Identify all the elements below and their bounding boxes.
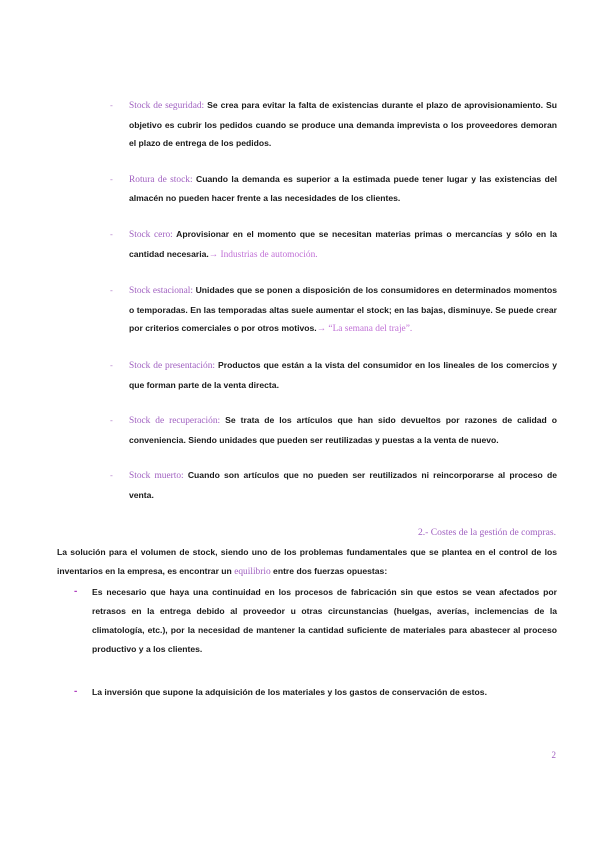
term-label: Rotura de stock: xyxy=(129,174,193,185)
bullet: - xyxy=(110,228,113,239)
list-item xyxy=(110,411,557,449)
intro-paragraph xyxy=(57,543,557,581)
term-label: Stock muerto: xyxy=(129,471,184,482)
list-item xyxy=(110,466,557,504)
example-note: → “La semana del traje”. xyxy=(316,324,413,335)
list-item xyxy=(74,583,557,659)
stock-types-list xyxy=(110,96,557,522)
dash-bullet: - xyxy=(74,686,78,697)
example-note: → Industrias de automoción. xyxy=(208,249,318,260)
term-label: Stock de seguridad: xyxy=(129,101,205,111)
list-item xyxy=(74,683,557,702)
bullet: - xyxy=(110,285,113,296)
term-description: Cuando son artículos que no pueden ser reutilizados ni reincorporarse al proceso de venta. xyxy=(129,470,557,500)
intro-text: La solución para el volumen de stock, siendo uno de los problemas fundamentales que se plantea en el control de los inventarios en la empresa, es encontrar un xyxy=(57,547,557,576)
bullet: - xyxy=(110,415,113,426)
bullet: - xyxy=(110,100,113,110)
term-label: Stock cero: xyxy=(129,229,173,240)
list-item xyxy=(110,96,557,153)
term-description: Unidades que se ponen a disposición de los consumidores en determinados momentos o temporadas. En las temporadas altas suele aumentar el stock; en las bajas, disminuye. Se puede crear por criterios comerciales o por otros motivos. xyxy=(129,285,557,334)
keyword: equilibrio xyxy=(234,566,271,577)
list-item xyxy=(110,281,557,339)
force-text: La inversión que supone la adquisición de los materiales y los gastos de conservación de estos. xyxy=(92,687,487,697)
intro-text-end: entre dos fuerzas opuestas: xyxy=(270,565,388,576)
section-heading: 2.- Costes de la gestión de compras. xyxy=(417,527,556,538)
term-description: Se trata de los artículos que han sido devueltos por razones de calidad o conveniencia. Siendo unidades que pueden ser reutilizadas y puestas a la venta de nuevo. xyxy=(129,415,557,445)
term-label: Stock de presentación: xyxy=(129,360,216,371)
term-description: Productos que están a la vista del consumidor en los lineales de los comercios y que forman parte de la venta directa. xyxy=(129,359,558,390)
term-description: Se crea para evitar la falta de existencias durante el plazo de aprovisionamiento. Su objetivo es cubrir los pedidos cuando se produce una demanda imprevista o los proveedores demoran el plazo de entrega de los pedidos. xyxy=(129,100,557,149)
force-text: Es necesario que haya una continuidad en los procesos de fabricación sin que estos se vean afectados por retrasos en la entrega debido al proveedor u otras circunstancias (huelgas, averías, inclemencias de la climatología, etc.), por la necesidad de mantener la cantidad suficiente de materiales para abastecer al proceso productivo y a los clientes. xyxy=(92,587,557,654)
list-item xyxy=(110,225,557,264)
term-label: Stock de recuperación: xyxy=(129,416,221,427)
bullet: - xyxy=(110,359,113,370)
list-item xyxy=(110,170,557,208)
bullet: - xyxy=(110,173,113,184)
page-number: 2 xyxy=(551,750,556,760)
term-description: Cuando la demanda es superior a la estimada puede tener lugar y las existencias del almacén no pueden hacer frente a las necesidades de los clientes. xyxy=(129,173,558,204)
dash-bullet: - xyxy=(74,586,78,597)
term-label: Stock estacional: xyxy=(129,286,193,297)
bullet: - xyxy=(110,470,113,481)
list-item xyxy=(110,356,557,394)
opposing-forces-list xyxy=(74,583,557,726)
term-description: Aprovisionar en el momento que se necesitan materias primas o mercancías y sólo en la cantidad necesaria. xyxy=(129,228,557,259)
